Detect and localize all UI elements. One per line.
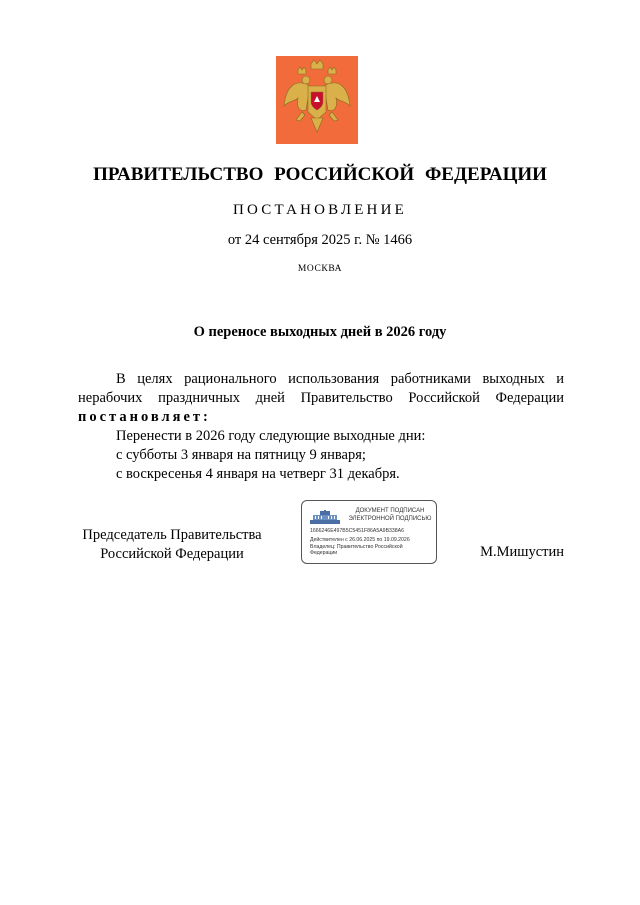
list-item: с субботы 3 января на пятницу 9 января; [116, 447, 366, 463]
signatory-name: М.Мишустин [480, 544, 564, 560]
resolves-word: постановляет: [78, 409, 211, 425]
coat-of-arms-icon [276, 56, 358, 144]
signatory-position-line: Председатель Правительства [82, 527, 262, 543]
stamp-owner: Федерации [310, 550, 338, 556]
intro-paragraph [78, 370, 564, 427]
stamp-certificate: 1666246E497B5C5451F86A5A9B338A6 [310, 528, 405, 534]
document-title: О переносе выходных дней в 2026 году [193, 324, 447, 340]
intro-text: В целях рационального использования работниками выходных и нерабочих праздничных дней Правительство Российской Федерации [78, 371, 564, 406]
signatory-position-line: Российской Федерации [100, 546, 244, 562]
document-city: МОСКВА [297, 264, 343, 274]
stamp-validity: Действителен с 26.06.2025 по 19.09.2026 [310, 537, 410, 543]
stamp-heading-line: ДОКУМЕНТ ПОДПИСАН [355, 508, 425, 514]
government-building-icon [310, 510, 340, 524]
electronic-signature-stamp [301, 500, 437, 564]
list-item: Перенести в 2026 году следующие выходные дни: [116, 428, 426, 444]
signatory-position [72, 526, 272, 564]
stamp-heading [346, 508, 434, 523]
stamp-owner: Владелец: Правительство Российской [310, 544, 403, 550]
list-item: с воскресенья 4 января на четверг 31 декабря. [116, 466, 400, 482]
government-heading: ПРАВИТЕЛЬСТВО РОССИЙСКОЙ ФЕДЕРАЦИИ [93, 164, 547, 185]
document-date-number: от 24 сентября 2025 г. № 1466 [227, 232, 413, 248]
document-type: ПОСТАНОВЛЕНИЕ [233, 202, 407, 218]
document-body [78, 370, 564, 484]
stamp-heading-line: ЭЛЕКТРОННОЙ ПОДПИСЬЮ [348, 515, 432, 522]
